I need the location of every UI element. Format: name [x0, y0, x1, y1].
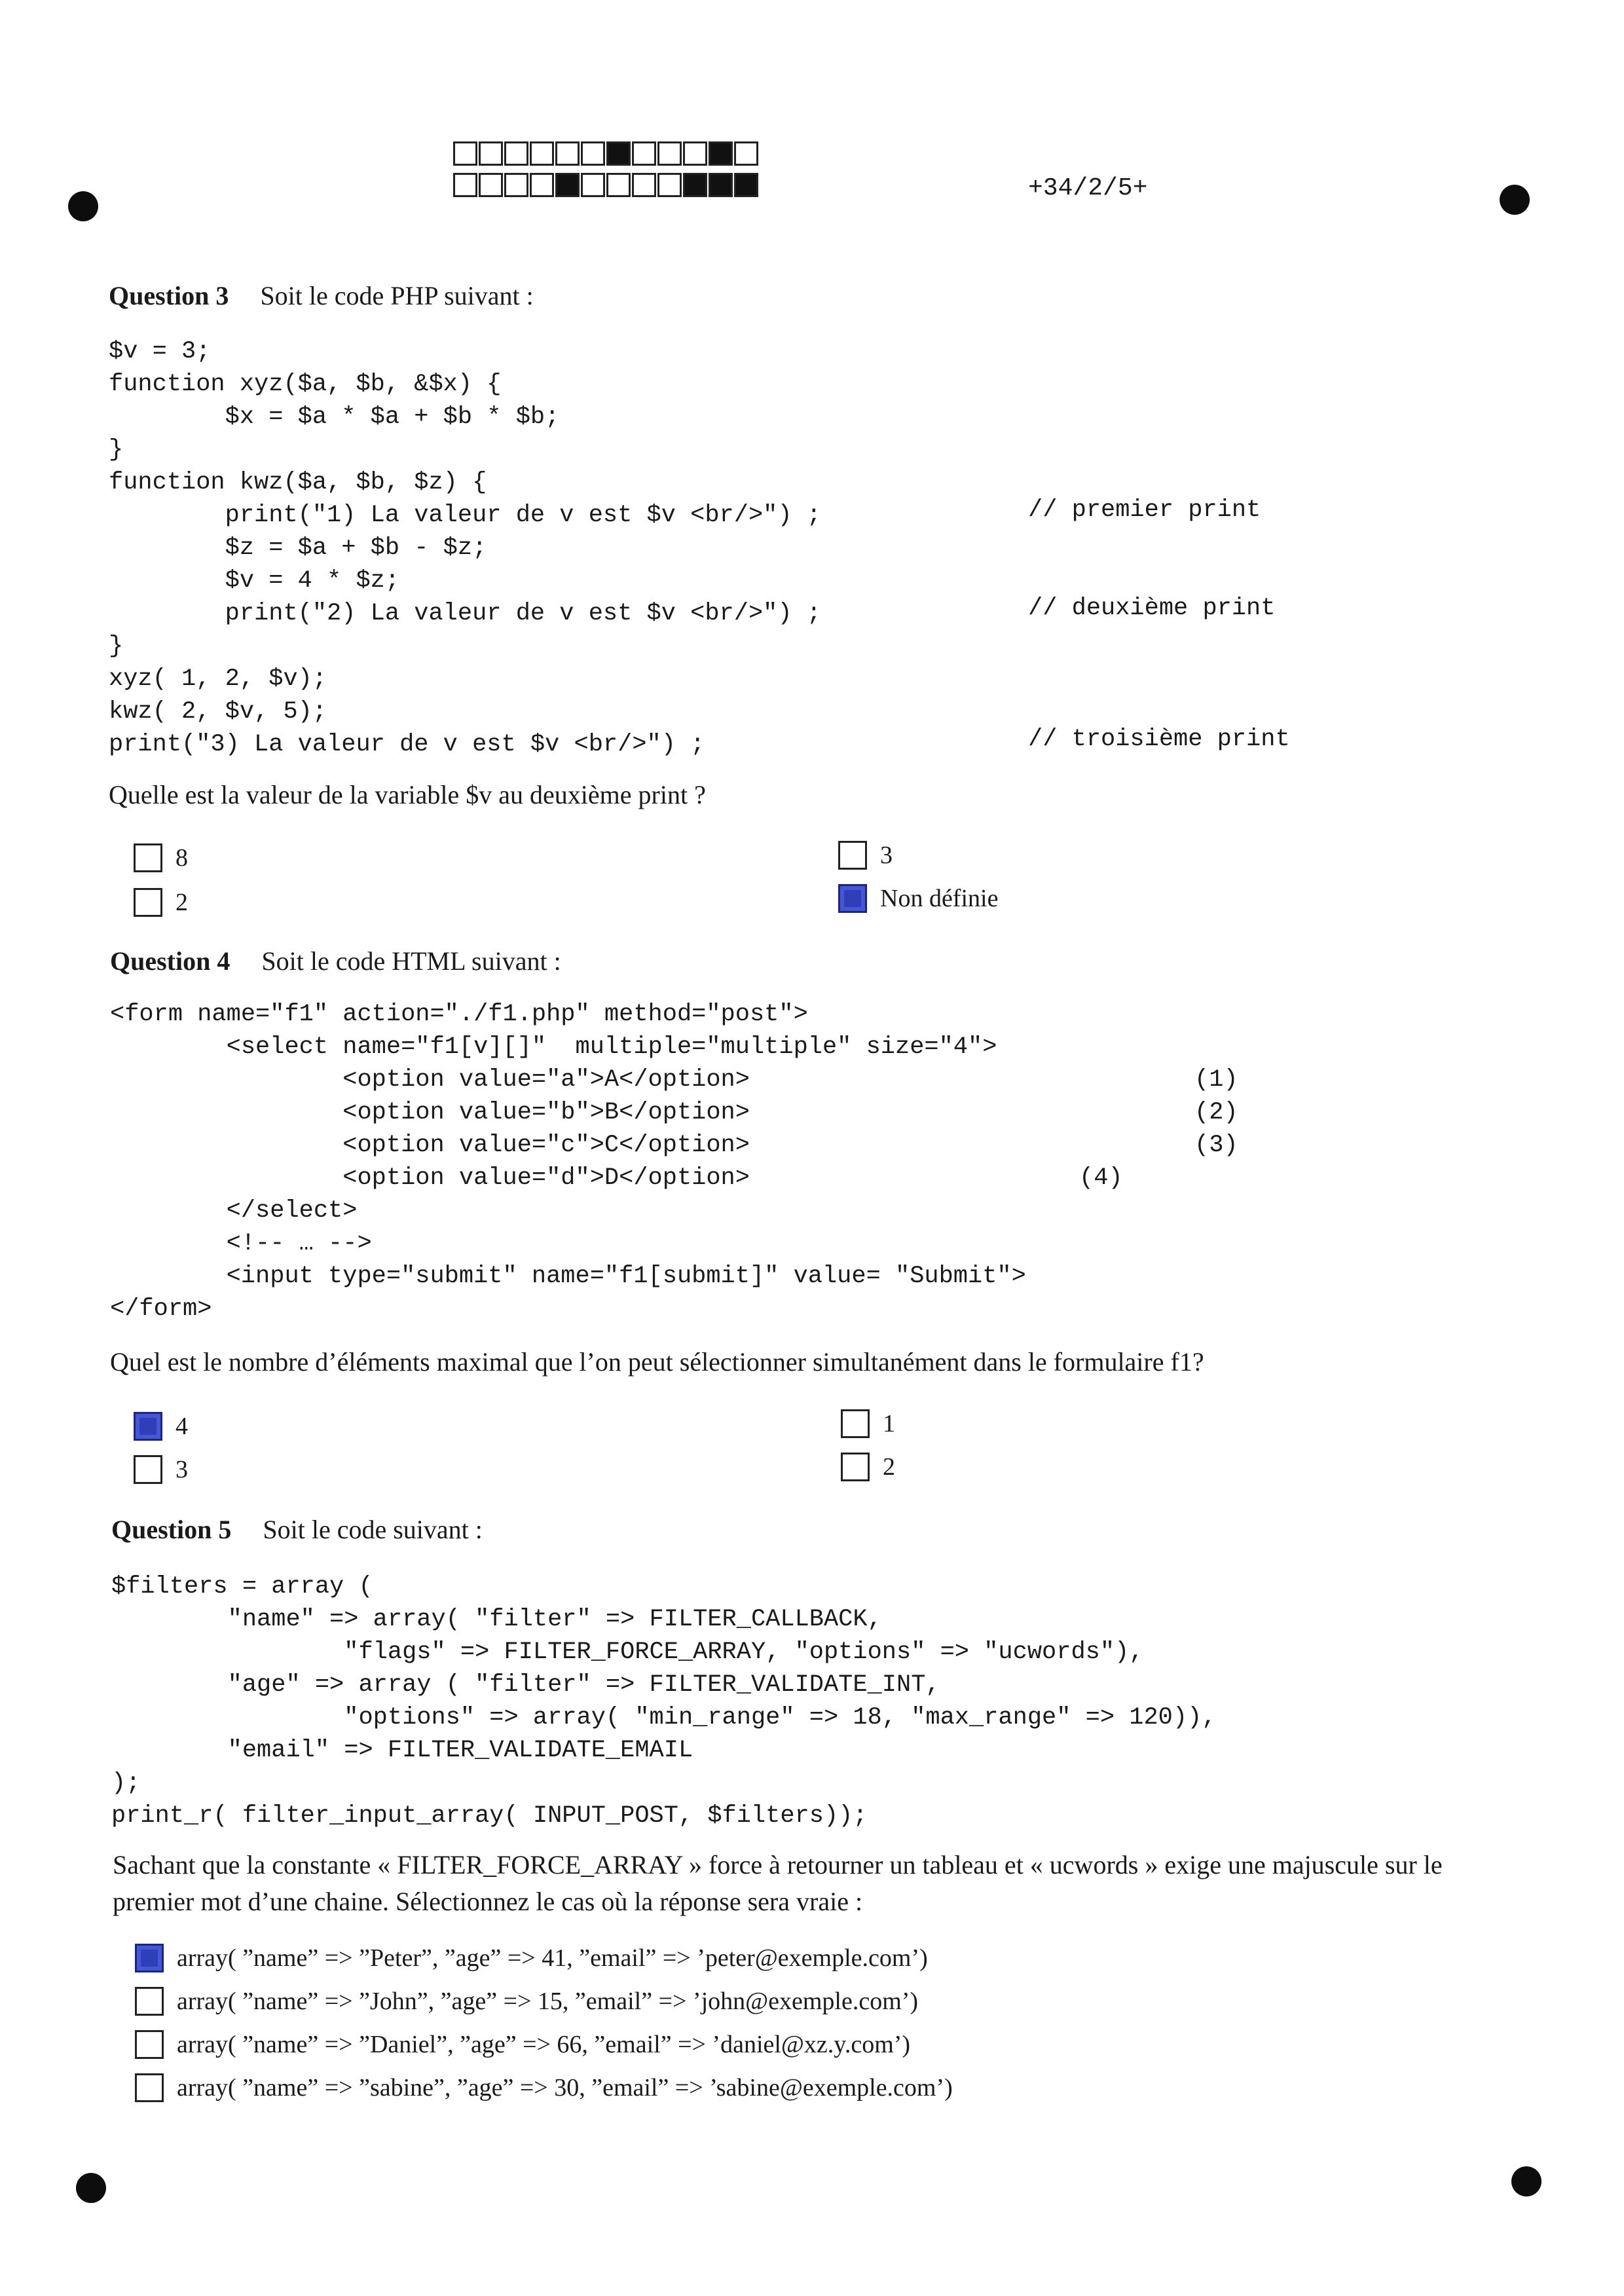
- checkbox[interactable]: [135, 2030, 164, 2059]
- grid-cell-empty: [453, 141, 477, 166]
- option-marker-3: (3): [1194, 1132, 1238, 1159]
- grid-cell-filled: [683, 173, 707, 197]
- question-5-statement-line-1: Sachant que la constante « FILTER_FORCE_ARRAY » force à retourner un tableau et « ucwords » exige une majuscule sur le: [113, 1850, 1443, 1879]
- answer-label: 8: [175, 844, 188, 872]
- grid-cell-empty: [657, 173, 682, 197]
- grid-cell-empty: [453, 173, 477, 197]
- checkbox[interactable]: [135, 2073, 164, 2102]
- answer-label: 3: [175, 1456, 188, 1483]
- grid-cell-empty: [479, 173, 503, 197]
- option-marker-4: (4): [1079, 1164, 1123, 1192]
- question-3-header: [109, 280, 534, 311]
- checkbox[interactable]: [838, 841, 867, 870]
- grid-cell-empty: [504, 141, 528, 166]
- answer-label: array( ”name” => ”sabine”, ”age” => 30, ”email” => ’sabine@exemple.com’): [177, 2074, 953, 2102]
- question-4-prompt: Quel est le nombre d’éléments maximal que l’on peut sélectionner simultanément dans le formulaire f1?: [110, 1347, 1204, 1377]
- checkbox-checked[interactable]: [134, 1412, 162, 1441]
- question-5-code: $filters = array ( "name" => array( "filter" => FILTER_CALLBACK, "flags" => FILTER_FORCE_ARRAY, "options" => "ucwords"), "age" => array ( "filter" => FILTER_VALIDATE_INT, "options" => array( "min_range" => 18, "max_range" => 120)), "email" => FILTER_VALIDATE_EMAIL ); print_r( filter_input_array( INPUT_POST, $filters));: [111, 1573, 1217, 1830]
- checkbox[interactable]: [134, 888, 162, 917]
- grid-cell-empty: [581, 141, 605, 166]
- code-comment-2: // deuxième print: [1028, 595, 1276, 622]
- answer-label: 4: [175, 1413, 188, 1440]
- q5-answer-4[interactable]: [135, 2073, 953, 2102]
- answer-label: array( ”name” => ”Peter”, ”age” => 41, ”email” => ’peter@exemple.com’): [177, 1944, 928, 1972]
- answer-label: Non définie: [880, 885, 999, 912]
- answer-label: array( ”name” => ”John”, ”age” => 15, ”email” => ’john@exemple.com’): [177, 1988, 919, 2015]
- registration-mark-top-right: [1500, 185, 1530, 215]
- question-3-intro: Soit le code PHP suivant :: [260, 281, 534, 310]
- answer-label: 1: [883, 1410, 895, 1437]
- question-3-prompt: Quelle est la valeur de la variable $v au deuxième print ?: [109, 780, 706, 809]
- question-5-label: Question 5: [111, 1515, 232, 1544]
- q4-answer-3[interactable]: [841, 1409, 895, 1438]
- grid-cell-empty: [479, 141, 503, 166]
- question-5-statement-line-2: premier mot d’une chaine. Sélectionnez le cas où la réponse sera vraie :: [113, 1887, 863, 1916]
- registration-mark-bottom-left: [76, 2173, 106, 2203]
- q4-answer-4[interactable]: [841, 1453, 895, 1481]
- registration-mark-bottom-right: [1511, 2166, 1541, 2196]
- checkbox[interactable]: [841, 1453, 870, 1481]
- checkbox[interactable]: [135, 1987, 164, 2016]
- option-marker-2: (2): [1194, 1099, 1238, 1126]
- question-4-header: [110, 946, 561, 976]
- grid-cell-empty: [530, 141, 554, 166]
- grid-cell-empty: [555, 141, 580, 166]
- grid-cell-empty: [606, 173, 631, 197]
- q3-answer-4[interactable]: [838, 884, 998, 913]
- grid-cell-empty: [632, 141, 656, 166]
- grid-cell-empty: [632, 173, 656, 197]
- checkbox[interactable]: [134, 1455, 162, 1484]
- checkbox-checked[interactable]: [135, 1944, 164, 1972]
- checkbox-checked[interactable]: [838, 884, 867, 913]
- question-3-code: $v = 3; function xyz($a, $b, &$x) { $x = $a * $a + $b * $b; } function kwz($a, $b, $z) { print("1) La valeur de v est $v <br/>") ; $z = $a + $b - $z; $v = 4 * $z; print("2) La valeur de v est $v <br/>") ; } xyz( 1, 2, $v); kwz( 2, $v, 5); print("3) La valeur de v est $v <br/>") ;: [109, 338, 821, 758]
- question-4-label: Question 4: [110, 946, 231, 976]
- question-4-intro: Soit le code HTML suivant :: [261, 946, 561, 976]
- q3-answer-3[interactable]: [838, 841, 893, 870]
- answer-label: array( ”name” => ”Daniel”, ”age” => 66, ”email” => ’daniel@xz.y.com’): [177, 2031, 911, 2058]
- grid-cell-filled: [709, 141, 733, 166]
- code-comment-1: // premier print: [1028, 496, 1261, 524]
- answer-label: 3: [880, 842, 893, 869]
- q5-answer-3[interactable]: [135, 2030, 910, 2059]
- grid-cell-filled: [734, 173, 758, 197]
- question-5-intro: Soit le code suivant :: [263, 1515, 483, 1544]
- q4-answer-1[interactable]: [134, 1412, 188, 1441]
- page-id: +34/2/5+: [1028, 174, 1148, 202]
- checkbox[interactable]: [134, 843, 162, 872]
- grid-cell-filled: [709, 173, 733, 197]
- grid-cell-empty: [657, 141, 682, 166]
- checkbox[interactable]: [841, 1409, 870, 1438]
- answer-label: 2: [175, 889, 188, 916]
- grid-cell-filled: [555, 173, 580, 197]
- question-3-label: Question 3: [109, 281, 229, 310]
- answer-label: 2: [883, 1453, 895, 1481]
- option-marker-1: (1): [1194, 1066, 1238, 1094]
- grid-cell-empty: [683, 141, 707, 166]
- id-grid-row: [453, 141, 760, 166]
- q5-answer-2[interactable]: [135, 1987, 918, 2016]
- q5-answer-1[interactable]: [135, 1944, 928, 1972]
- question-4-code: <form name="f1" action="./f1.php" method="post"> <select name="f1[v][]" multiple="multiple" size="4"> <option value="a">A</option> <option value="b">B</option> <option value="c">C</option> <option value="d">D</option> </select> <!-- … --> <input type="submit" name="f1[submit]" value= "Submit"> </form>: [110, 1001, 1026, 1323]
- question-5-header: [111, 1514, 483, 1545]
- grid-cell-empty: [581, 173, 605, 197]
- q4-answer-2[interactable]: [134, 1455, 188, 1484]
- registration-mark-top-left: [68, 191, 98, 221]
- grid-cell-empty: [734, 141, 758, 166]
- id-grid-row: [453, 173, 760, 197]
- grid-cell-empty: [504, 173, 528, 197]
- q3-answer-1[interactable]: [134, 843, 188, 872]
- q3-answer-2[interactable]: [134, 888, 188, 917]
- grid-cell-empty: [530, 173, 554, 197]
- code-comment-3: // troisième print: [1028, 726, 1290, 753]
- grid-cell-filled: [606, 141, 631, 166]
